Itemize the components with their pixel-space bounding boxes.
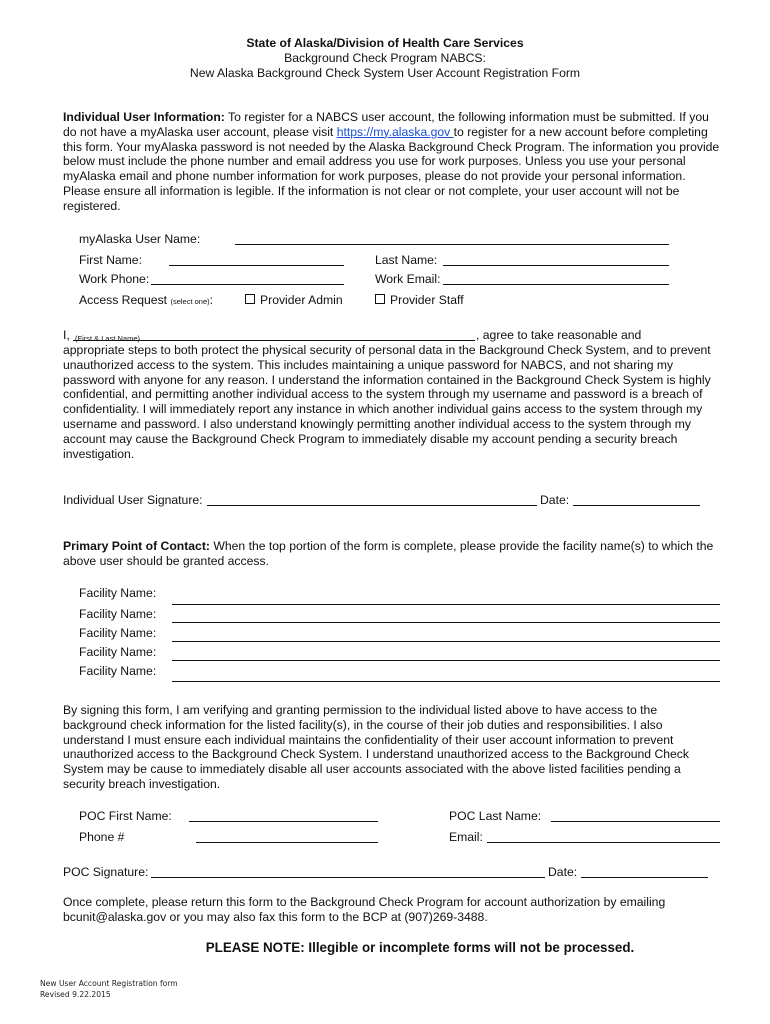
poc-intro-paragraph (63, 539, 723, 569)
poc-first-name-field[interactable] (189, 821, 378, 822)
form-subtitle: Background Check Program NABCS: (284, 51, 486, 65)
individual-info-paragraph (63, 110, 723, 214)
myalaska-username-field[interactable] (235, 244, 669, 245)
poc-consent-paragraph: By signing this form, I am verifying and granting permission to the individual listed above to have access to the background check information for the listed facility(s), in the course of their job duties and responsibilities. I also understand I must ensure each individual maintains the confidentiality of their user account information to prevent unauthorized access to the Background Check System. I understand unauthorized access to the Background Check System may be cause to immediately disable all user accounts associated with the above listed facilities pending a security breach investigation. (63, 703, 689, 791)
work-email-label: Work Email: (375, 272, 441, 286)
individual-signature-label: Individual User Signature: (63, 493, 203, 507)
individual-signature-field[interactable] (207, 505, 537, 506)
form-name: New Alaska Background Check System User Account Registration Form (189, 66, 581, 80)
facility-name-label: Facility Name: (79, 586, 157, 600)
poc-intro: When the top portion of the form is complete, please provide the facility name(s) to which the above user should be granted access. (63, 539, 714, 568)
facility-name-field[interactable] (172, 604, 720, 605)
poc-heading: Primary Point of Contact: (63, 539, 210, 553)
footer-revision: Revised 9.22.2015 (40, 990, 111, 999)
provider-admin-checkbox[interactable] (245, 294, 255, 304)
poc-signature-label: POC Signature: (63, 865, 149, 879)
provider-staff-label: Provider Staff (390, 293, 464, 307)
individual-info-heading: Individual User Information: (63, 110, 225, 124)
facility-name-label: Facility Name: (79, 607, 157, 621)
poc-date-field[interactable] (581, 877, 708, 878)
form-title: State of Alaska/Division of Health Care Services (246, 36, 524, 50)
first-name-field[interactable] (169, 265, 344, 266)
facility-name-label: Facility Name: (79, 645, 157, 659)
poc-signature-field[interactable] (151, 877, 545, 878)
provider-staff-checkbox[interactable] (375, 294, 385, 304)
work-email-field[interactable] (443, 284, 669, 285)
return-instructions: Once complete, please return this form to the Background Check Program for account authorization by emailing bcunit@alaska.gov or you may also fax this form to the BCP at (907)269-3488. (63, 895, 666, 924)
facility-name-field[interactable] (172, 681, 720, 682)
agreement-name-field[interactable] (73, 340, 475, 341)
facility-name-label: Facility Name: (79, 626, 157, 640)
facility-name-field[interactable] (172, 641, 720, 642)
poc-date-label: Date: (548, 865, 578, 879)
poc-phone-field[interactable] (196, 842, 378, 843)
facility-name-field[interactable] (172, 660, 720, 661)
last-name-field[interactable] (443, 265, 669, 266)
last-name-label: Last Name: (375, 253, 438, 267)
agreement-name-hint: (First & Last Name) (75, 334, 141, 343)
access-request-hint: (select one) (170, 297, 210, 306)
access-request-colon: : (209, 293, 214, 307)
work-phone-label: Work Phone: (79, 272, 150, 286)
poc-email-label: Email: (449, 830, 483, 844)
first-name-label: First Name: (79, 253, 142, 267)
facility-name-field[interactable] (172, 622, 720, 623)
access-request-label (79, 293, 213, 309)
poc-last-name-label: POC Last Name: (449, 809, 542, 823)
footer-form-name: New User Account Registration form (40, 979, 178, 988)
myalaska-link[interactable]: https://my.alaska.gov (336, 124, 454, 139)
provider-admin-option[interactable] (245, 293, 343, 307)
poc-phone-label: Phone # (79, 830, 125, 844)
access-request-text: Access Request (79, 293, 168, 307)
facility-name-label: Facility Name: (79, 664, 157, 678)
illegible-forms-notice: PLEASE NOTE: Illegible or incomplete forms will not be processed. (205, 940, 635, 955)
agreement-tail: , agree to take reasonable and (476, 328, 642, 342)
work-phone-field[interactable] (151, 284, 344, 285)
individual-date-label: Date: (540, 493, 570, 507)
agreement-i: I, (63, 328, 70, 342)
individual-info-intro-b: to register for a new account before completing this form. Your myAlaska password is not needed by the Alaska Background Check Program. The information you provide below must include the phone number and email address you use for work purposes. Unless you use your personal myAlaska email and phone number information for work purposes, please do not provide your personal information. Please ensure all information is legible. If the information is not clear or not complete, your user account will not be registered. (63, 124, 720, 213)
individual-info-intro-a: To register for a NABCS user account, the following information must be submitted. If you do not have a myAlaska user account, please visit (63, 110, 709, 139)
individual-date-field[interactable] (573, 505, 700, 506)
provider-staff-option[interactable] (375, 293, 464, 307)
myalaska-username-label: myAlaska User Name: (79, 232, 201, 246)
poc-email-field[interactable] (487, 842, 720, 843)
agreement-body: appropriate steps to both protect the physical security of personal data in the Background Check System, and to prevent unauthorized access to the system. This includes maintaining a unique password for NABCS, and not sharing my password with anyone for any reason. I understand the information contained in the Background Check System is highly confidential, and permitting another individual access to the system through my username and password is a breach of confidentiality. I will immediately report any instance in which another individual gains access to the system through my username and password. I also understand knowingly permitting another individual access to the system through my account may cause the Background Check Program to immediately disable my account pending a security breach investigation. (63, 343, 711, 461)
poc-last-name-field[interactable] (551, 821, 720, 822)
provider-admin-label: Provider Admin (260, 293, 343, 307)
poc-first-name-label: POC First Name: (79, 809, 172, 823)
